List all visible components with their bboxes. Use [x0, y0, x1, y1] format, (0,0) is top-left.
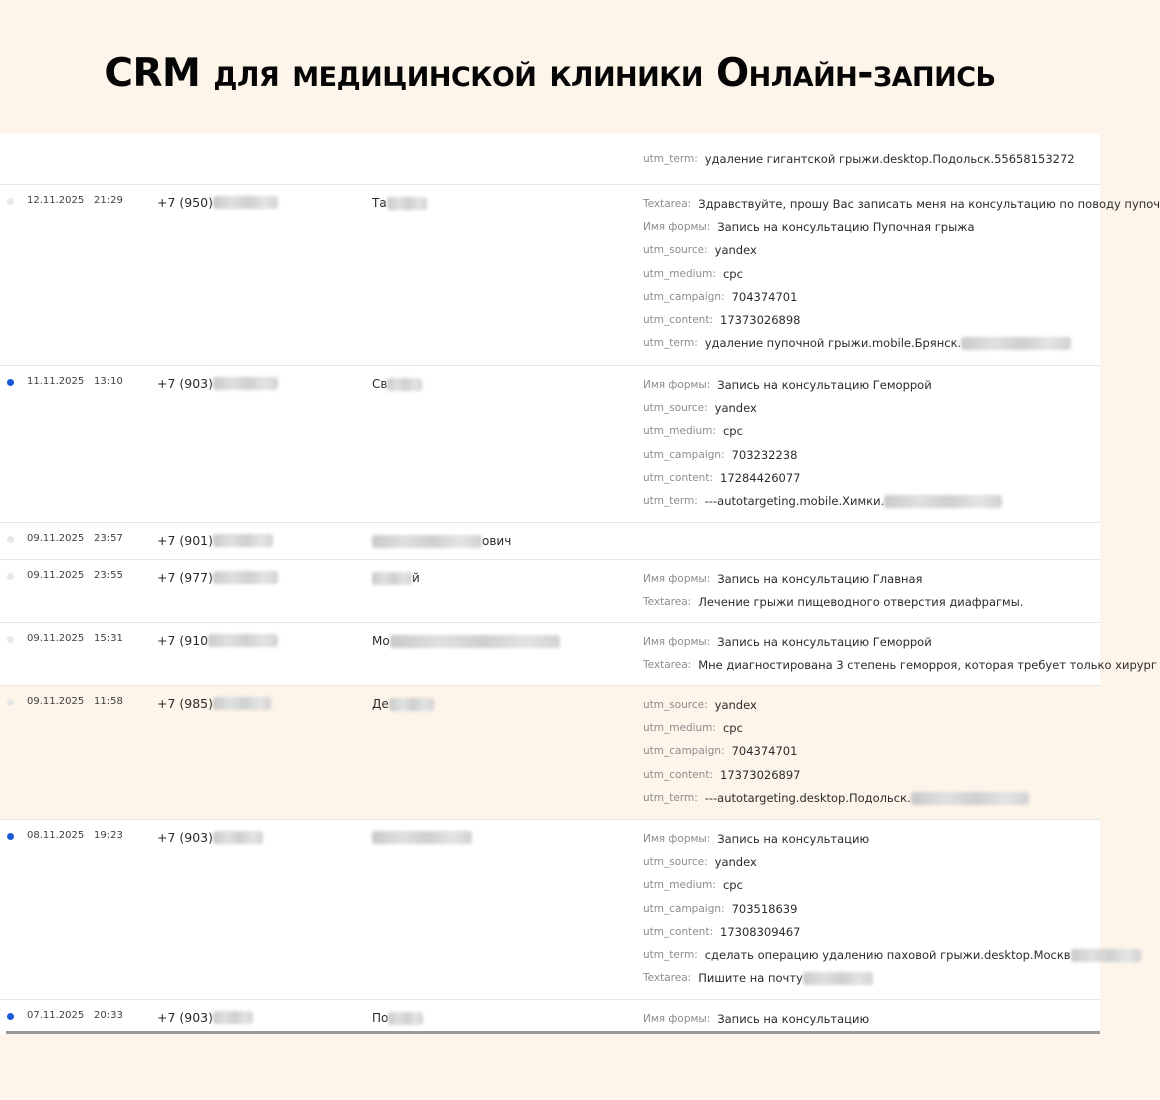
form-field	[643, 944, 1100, 967]
phone-number[interactable]	[157, 696, 271, 711]
phone-redacted-blur	[213, 571, 278, 584]
field-value	[717, 828, 869, 851]
field-value-text: сделать операцию удалению паховой грыжи.desktop.Москв	[704, 947, 1071, 962]
submission-row[interactable]	[0, 523, 1100, 560]
field-value	[720, 467, 800, 490]
client-name-text: ович	[482, 534, 512, 548]
field-value	[705, 944, 1141, 967]
field-value	[723, 717, 743, 740]
field-value-text: 703518639	[731, 901, 798, 916]
field-key: Имя формы:	[643, 573, 711, 585]
submission-date: 09.11.2025	[27, 696, 85, 707]
value-redacted-blur	[803, 972, 873, 985]
phone-number[interactable]	[157, 830, 263, 845]
field-key: utm_content:	[643, 471, 713, 484]
form-field	[643, 444, 1100, 467]
form-field	[643, 332, 1100, 355]
form-fields	[643, 1008, 1100, 1031]
form-fields	[643, 374, 1100, 513]
field-key: Textarea:	[643, 198, 692, 210]
field-key: utm_medium:	[643, 879, 716, 892]
form-field	[643, 591, 1100, 614]
unread-indicator	[7, 379, 14, 386]
form-field	[643, 828, 1100, 851]
field-key: utm_medium:	[643, 425, 716, 438]
client-name-text: По	[372, 1011, 389, 1025]
form-field	[643, 490, 1100, 513]
field-value	[705, 148, 1075, 171]
field-value-text: 704374701	[731, 289, 798, 304]
field-key: utm_campaign:	[643, 745, 725, 758]
form-fields	[643, 148, 1100, 171]
phone-redacted-blur	[213, 534, 273, 547]
phone-prefix: +7 (903)	[157, 830, 214, 845]
phone-prefix: +7 (901)	[157, 533, 214, 548]
submission-time: 15:31	[94, 633, 123, 644]
field-key: utm_content:	[643, 925, 713, 938]
value-redacted-blur	[961, 337, 1071, 350]
name-redacted-blur	[389, 698, 434, 711]
field-key: utm_campaign:	[643, 902, 725, 915]
field-value-text: 17308309467	[720, 924, 801, 939]
submission-time: 13:10	[94, 376, 123, 387]
unread-indicator	[7, 1013, 14, 1020]
phone-number[interactable]	[157, 570, 278, 585]
field-key: utm_term:	[643, 153, 698, 165]
field-value	[732, 898, 798, 921]
field-value	[705, 490, 1003, 513]
field-value	[715, 397, 757, 420]
client-name	[372, 634, 560, 648]
form-fields	[643, 694, 1100, 810]
read-indicator	[7, 636, 14, 643]
field-key: Имя формы:	[643, 379, 711, 391]
submission-row[interactable]	[0, 820, 1100, 1000]
field-value	[717, 1008, 869, 1031]
phone-prefix: +7 (903)	[157, 1010, 214, 1025]
field-value-text: удаление пупочной грыжи.mobile.Брянск.	[704, 336, 962, 351]
submission-time: 19:23	[94, 830, 123, 841]
phone-prefix: +7 (985)	[157, 696, 214, 711]
submission-date: 09.11.2025	[27, 570, 85, 581]
field-key: utm_term:	[643, 337, 698, 350]
form-field	[643, 654, 1157, 677]
phone-prefix: +7 (950)	[157, 195, 214, 210]
phone-prefix: +7 (910	[157, 633, 209, 648]
field-value-text: ---autotargeting.desktop.Подольск.	[704, 790, 911, 805]
client-name	[372, 196, 427, 210]
field-value	[698, 654, 1157, 677]
form-field	[643, 631, 1100, 654]
field-value-text: 17373026897	[720, 767, 801, 782]
form-field	[643, 286, 1100, 309]
field-value	[732, 444, 798, 467]
name-redacted-blur	[388, 1012, 423, 1025]
field-value	[698, 967, 873, 990]
form-field	[643, 216, 1100, 239]
field-key: utm_source:	[643, 856, 708, 869]
field-value	[717, 374, 931, 397]
form-field	[643, 764, 1100, 787]
field-key: utm_source:	[643, 244, 708, 257]
field-key: Имя формы:	[643, 1013, 711, 1025]
submission-time: 23:55	[94, 570, 123, 581]
field-value-text: yandex	[714, 698, 757, 712]
form-field	[643, 239, 1100, 262]
bottom-area	[0, 1034, 1100, 1100]
submission-date: 08.11.2025	[27, 830, 85, 841]
field-value	[715, 851, 757, 874]
value-redacted-blur	[911, 792, 1029, 805]
field-value-text: удаление гигантской грыжи.desktop.Подольск.55658153272	[704, 152, 1075, 166]
field-value-text: cpc	[722, 266, 743, 281]
form-field	[643, 851, 1100, 874]
submission-time: 20:33	[94, 1010, 123, 1021]
form-field	[643, 740, 1100, 763]
field-value	[720, 764, 800, 787]
name-redacted-blur	[372, 572, 412, 585]
field-key: Имя формы:	[643, 636, 711, 648]
form-field	[643, 787, 1100, 810]
field-value	[720, 309, 800, 332]
field-value-text: Пишите на почту	[698, 971, 803, 986]
field-key: utm_campaign:	[643, 290, 725, 303]
client-name	[372, 1011, 423, 1025]
submission-date: 09.11.2025	[27, 633, 85, 644]
phone-redacted-blur	[208, 634, 278, 647]
client-name-text: Де	[372, 697, 389, 711]
form-field	[643, 467, 1100, 490]
field-key: utm_source:	[643, 402, 708, 415]
phone-number[interactable]	[157, 376, 278, 391]
field-value	[698, 193, 1160, 216]
client-name-text: Та	[372, 196, 387, 210]
field-key: utm_medium:	[643, 267, 716, 280]
form-fields	[643, 568, 1100, 614]
submission-time: 11:58	[94, 696, 123, 707]
form-field	[643, 374, 1100, 397]
field-value-text: yandex	[714, 855, 757, 870]
field-key: utm_term:	[643, 791, 698, 804]
field-value-text: cpc	[722, 424, 743, 439]
field-key: utm_medium:	[643, 722, 716, 735]
field-value-text: Запись на консультацию Геморрой	[717, 378, 932, 392]
value-redacted-blur	[884, 495, 1002, 508]
field-value-text: Мне диагностирована 3 степень геморроя, которая требует только хирург	[698, 658, 1157, 673]
field-key: Textarea:	[643, 659, 692, 672]
client-name	[372, 571, 420, 585]
field-key: utm_content:	[643, 768, 713, 781]
name-redacted-blur	[387, 378, 422, 391]
form-field	[643, 148, 1100, 171]
form-field	[643, 694, 1100, 717]
field-value-text: cpc	[722, 721, 743, 736]
field-value	[723, 874, 743, 897]
field-key: utm_content:	[643, 313, 713, 326]
field-key: utm_term:	[643, 948, 698, 961]
field-value-text: Запись на консультацию	[717, 1012, 870, 1026]
form-fields	[643, 631, 1157, 677]
field-value-text: 17373026898	[720, 312, 801, 327]
phone-redacted-blur	[213, 196, 278, 209]
name-redacted-blur	[390, 635, 560, 648]
phone-redacted-blur	[213, 377, 278, 390]
phone-prefix: +7 (903)	[157, 376, 214, 391]
phone-prefix: +7 (977)	[157, 570, 214, 585]
field-key: Имя формы:	[643, 221, 711, 234]
submission-row[interactable]	[0, 134, 1100, 185]
submission-date: 09.11.2025	[27, 533, 85, 544]
field-value-text: 704374701	[731, 744, 798, 759]
name-redacted-blur	[372, 535, 482, 548]
title-bar	[0, 0, 1100, 146]
field-value-text: cpc	[722, 878, 743, 893]
read-indicator	[7, 699, 14, 706]
client-name	[372, 534, 511, 548]
field-key: utm_source:	[643, 699, 708, 711]
field-value-text: yandex	[714, 243, 757, 258]
phone-number[interactable]	[157, 195, 278, 210]
field-key: Textarea:	[643, 972, 692, 985]
phone-number[interactable]	[157, 633, 278, 648]
form-field	[643, 921, 1100, 944]
submission-time: 23:57	[94, 533, 123, 544]
submission-date: 11.11.2025	[27, 376, 85, 387]
submissions-list	[0, 146, 1160, 1032]
field-value	[717, 568, 922, 591]
field-value	[732, 740, 798, 763]
submission-row[interactable]	[0, 623, 1157, 686]
client-name	[372, 697, 434, 711]
form-field	[643, 263, 1100, 286]
field-value-text: Запись на консультацию Геморрой	[717, 635, 932, 649]
submission-time: 21:29	[94, 195, 123, 206]
field-value-text: Здравствуйте, прошу Вас записать меня на консультацию по поводу пупоч	[698, 197, 1160, 211]
phone-number[interactable]	[157, 1010, 253, 1025]
phone-redacted-blur	[213, 1011, 253, 1024]
name-redacted-blur	[372, 831, 472, 844]
field-value-text: yandex	[714, 401, 757, 416]
submission-row[interactable]	[0, 560, 1100, 623]
form-fields	[643, 828, 1100, 990]
phone-redacted-blur	[213, 831, 263, 844]
field-value	[732, 286, 798, 309]
client-name-text: Св	[372, 377, 388, 391]
field-value	[723, 420, 743, 443]
form-field	[643, 309, 1100, 332]
field-value-text: Запись на консультацию Пупочная грыжа	[717, 220, 975, 235]
field-value-text: Лечение грыжи пищеводного отверстия диафрагмы.	[698, 595, 1024, 610]
form-field	[643, 967, 1100, 990]
unread-indicator	[7, 833, 14, 840]
field-value-text: Запись на консультацию Главная	[717, 572, 923, 586]
field-value-text: 703232238	[731, 447, 798, 462]
value-redacted-blur	[1071, 949, 1141, 962]
client-name-text: й	[412, 571, 420, 585]
phone-redacted-blur	[213, 697, 271, 710]
field-value	[698, 591, 1023, 614]
form-field	[643, 397, 1100, 420]
page-title: CRM для медицинской клиники Онлайн-запись	[104, 50, 996, 96]
form-field	[643, 874, 1100, 897]
field-value	[723, 263, 743, 286]
name-redacted-blur	[387, 197, 427, 210]
field-value	[717, 631, 931, 654]
field-key: Textarea:	[643, 596, 692, 609]
form-field	[643, 420, 1100, 443]
field-value	[715, 694, 757, 717]
field-value	[717, 216, 974, 239]
field-value-text: 17284426077	[720, 470, 801, 485]
read-indicator	[7, 198, 14, 205]
read-indicator	[7, 536, 14, 543]
submission-row[interactable]	[0, 686, 1100, 820]
form-field	[643, 193, 1160, 216]
field-value	[705, 787, 1029, 810]
client-name-text: Мо	[372, 634, 390, 648]
form-field	[643, 898, 1100, 921]
form-fields	[643, 193, 1160, 355]
field-value	[720, 921, 800, 944]
field-value-text: ---autotargeting.mobile.Химки.	[704, 493, 885, 508]
submission-row[interactable]	[0, 185, 1160, 366]
submission-date: 12.11.2025	[27, 195, 85, 206]
form-field	[643, 1008, 1100, 1031]
form-field	[643, 568, 1100, 591]
field-key: utm_campaign:	[643, 448, 725, 461]
field-value	[705, 332, 1071, 355]
submission-row[interactable]	[0, 366, 1100, 523]
field-key: utm_term:	[643, 494, 698, 507]
field-value	[715, 239, 757, 262]
field-value-text: Запись на консультацию	[717, 832, 870, 846]
form-field	[643, 717, 1100, 740]
client-name	[372, 831, 472, 844]
submission-date: 07.11.2025	[27, 1010, 85, 1021]
field-key: Имя формы:	[643, 833, 711, 845]
client-name	[372, 377, 422, 391]
phone-number[interactable]	[157, 533, 273, 548]
read-indicator	[7, 573, 14, 580]
